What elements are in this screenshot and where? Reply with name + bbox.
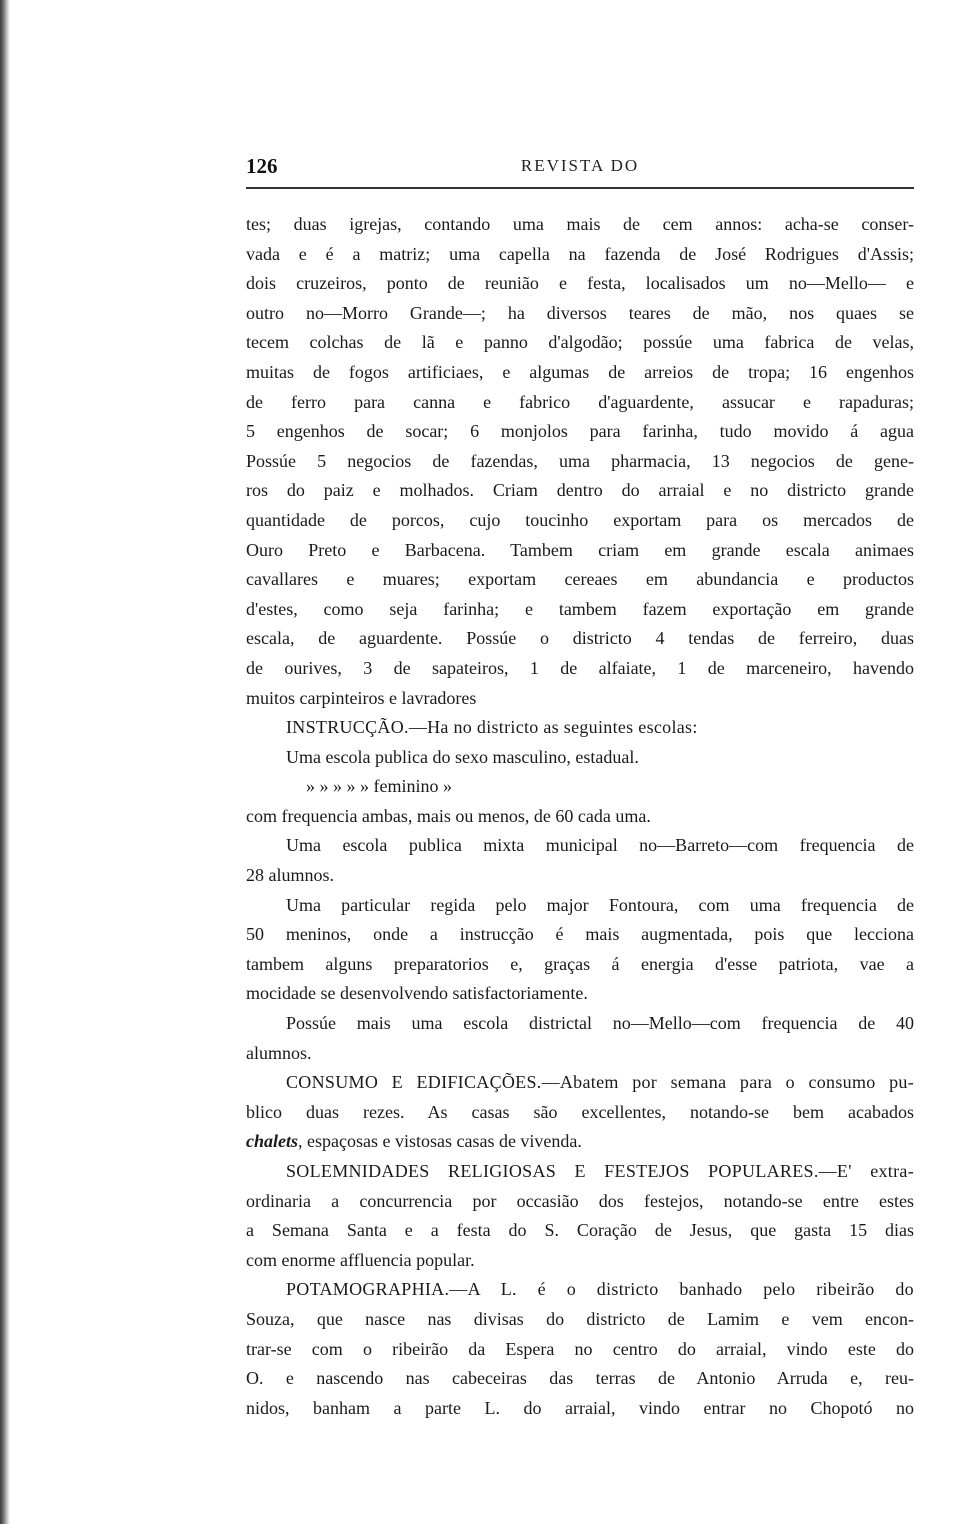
text-line: chalets, espaçosas e vistosas casas de vivenda. <box>246 1131 582 1152</box>
text-line: a Semana Santa e a festa do S. Coração de Jesus, que gasta 15 dias <box>246 1220 914 1241</box>
text-line: muitos carpinteiros e lavradores <box>246 687 477 708</box>
text-line: Possúe 5 negocios de fazendas, uma pharmacia, 13 negocios de gene- <box>246 450 914 471</box>
text-line: com enorme affluencia popular. <box>246 1249 475 1270</box>
text-line: com frequencia ambas, mais ou menos, de 60 cada uma. <box>246 805 651 826</box>
text-line: ros do paiz e molhados. Criam dentro do arraial e no districto grande <box>246 480 914 501</box>
text-line: mocidade se desenvolvendo satisfactoriamente. <box>246 983 588 1004</box>
text-line: de ferro para canna e fabrico d'aguardente, assucar e rapaduras; <box>246 391 914 412</box>
text-line: d'estes, como seja farinha; e tambem fazem exportação em grande <box>246 598 914 619</box>
text-line: quantidade de porcos, cujo toucinho exportam para os mercados de <box>246 509 914 530</box>
text-line: cavallares e muares; exportam cereaes em abundancia e productos <box>246 569 914 590</box>
text-line: O. e nascendo nas cabeceiras das terras de Antonio Arruda e, reu- <box>246 1368 914 1389</box>
text-line: Uma particular regida pelo major Fontoura, com uma frequencia de <box>286 894 914 915</box>
text-line: tes; duas igrejas, contando uma mais de cem annos: acha-se conser- <box>246 214 914 234</box>
text-line: tambem alguns preparatorios e, graças á energia d'esse patriota, vae a <box>246 953 914 974</box>
text-line: Uma escola publica do sexo masculino, estadual. <box>286 746 639 767</box>
text-line: CONSUMO E EDIFICAÇÕES.—Abatem por semana para o consumo pu- <box>286 1072 914 1093</box>
text-line: Uma escola publica mixta municipal no—Barreto—com frequencia de <box>286 835 914 856</box>
text-line: trar-se com o ribeirão da Espera no centro do arraial, vindo este do <box>246 1338 914 1359</box>
text-line: muitas de fogos artificiaes, e algumas de arreios de tropa; 16 engenhos <box>246 361 914 382</box>
page-number: 126 <box>246 154 278 178</box>
text-line: SOLEMNIDADES RELIGIOSAS E FESTEJOS POPULARES.—E' extra- <box>286 1161 914 1181</box>
text-line: POTAMOGRAPHIA.—A L. é o districto banhado pelo ribeirão do <box>286 1279 914 1300</box>
text-line: INSTRUCÇÃO.—Ha no districto as seguintes escolas: <box>286 717 698 738</box>
header-rule <box>246 187 914 189</box>
text-line: alumnos. <box>246 1042 312 1063</box>
page-header <box>246 154 914 184</box>
text-line: vada e é a matriz; uma capella na fazenda de José Rodrigues d'Assis; <box>246 243 914 264</box>
body-text <box>246 210 914 1423</box>
text-line: de ourives, 3 de sapateiros, 1 de alfaiate, 1 de marceneiro, havendo <box>246 657 914 678</box>
text-line: tecem colchas de lã e panno d'algodão; possúe uma fabrica de velas, <box>246 332 914 353</box>
text-line: 28 alumnos. <box>246 865 334 886</box>
text-line: dois cruzeiros, ponto de reunião e festa, localisados um no—Mello— e <box>246 273 914 294</box>
text-line: blico duas rezes. As casas são excellentes, notando-se bem acabados <box>246 1101 914 1122</box>
text-line: nidos, banham a parte L. do arraial, vindo entrar no Chopotó no <box>246 1397 914 1418</box>
text-line: » » » » » feminino » <box>306 776 452 797</box>
text-line: Souza, que nasce nas divisas do districto de Lamim e vem encon- <box>246 1308 914 1329</box>
text-line: Possúe mais uma escola districtal no—Mello—com frequencia de 40 <box>286 1013 914 1034</box>
text-line: escala, de aguardente. Possúe o districto 4 tendas de ferreiro, duas <box>246 628 914 649</box>
text-line: 5 engenhos de socar; 6 monjolos para farinha, tudo movido á agua <box>246 421 914 442</box>
text-line: ordinaria a concurrencia por occasião dos festejos, notando-se entre estes <box>246 1190 914 1211</box>
text-line: 50 meninos, onde a instrucção é mais augmentada, pois que lecciona <box>246 924 914 945</box>
text-line: outro no—Morro Grande—; ha diversos teares de mão, nos quaes se <box>246 302 914 323</box>
running-title: REVISTA DO <box>520 156 640 175</box>
page-binding-edge <box>0 0 10 1524</box>
text-line: Ouro Preto e Barbacena. Tambem criam em grande escala animaes <box>246 539 914 560</box>
